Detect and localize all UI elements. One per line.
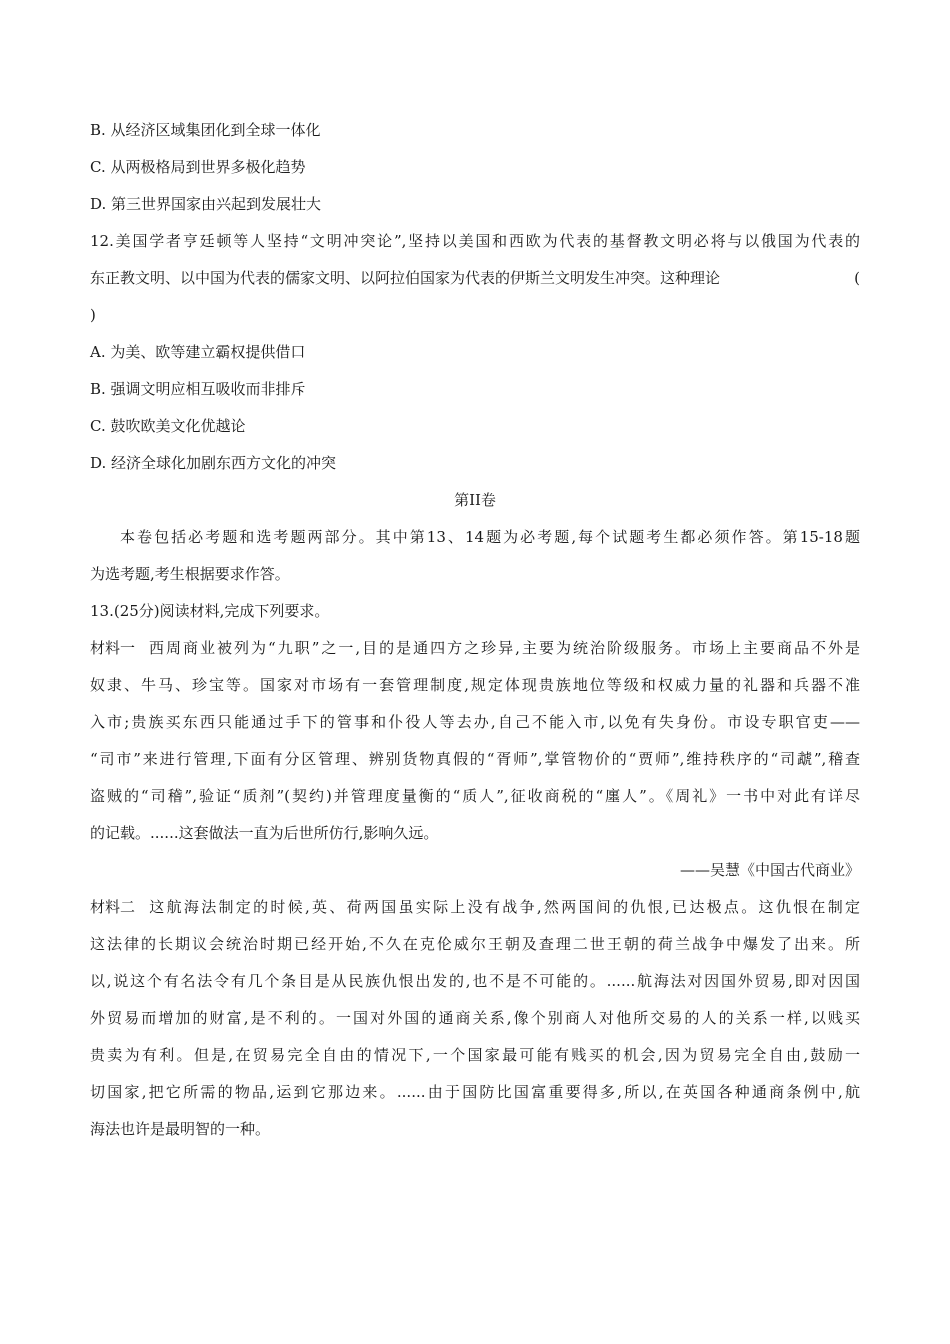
material-1-line: 盗贼的“司稽”,验证“质剂”(契约)并管理度量衡的“质人”,征收商税的“廛人”。《周礼》一书中对此有详尽 xyxy=(90,787,860,805)
material-1 xyxy=(90,638,860,897)
q12-option-d: D. 经济全球化加剧东西方文化的冲突 xyxy=(90,454,337,472)
material-2 xyxy=(90,897,860,1156)
material-2-line: 切国家,把它所需的物品,运到它那边来。......由于国防比国富重要得多,所以,在英国各种通商条例中,航 xyxy=(90,1083,860,1101)
question-12 xyxy=(90,231,860,490)
q11-option-d: D. 第三世界国家由兴起到发展壮大 xyxy=(90,195,322,213)
q12-option-a: A. 为美、欧等建立霸权提供借口 xyxy=(90,343,306,361)
q12-option-b: B. 强调文明应相互吸收而非排斥 xyxy=(90,380,306,398)
q11-options xyxy=(90,120,860,231)
exam-page xyxy=(90,120,860,1156)
material-2-line xyxy=(90,897,860,934)
q12-stem-line1: 12.美国学者亨廷顿等人坚持“文明冲突论”,坚持以美国和西欧为代表的基督教文明必将与以俄国为代表的 xyxy=(90,232,860,250)
q12-answer-bracket-close: ) xyxy=(90,306,96,324)
material-2-label: 材料二 xyxy=(90,898,136,916)
material-2-line: 外贸易而增加的财富,是不利的。一国对外国的通商关系,像个别商人对他所交易的人的关系一样,以贱买 xyxy=(90,1009,860,1027)
q12-stem-line2 xyxy=(90,268,860,305)
material-2-text: 这航海法制定的时候,英、荷两国虽实际上没有战争,然两国间的仇恨,已达极点。这仇恨在制定 xyxy=(147,898,860,916)
material-1-line: 的记载。......这套做法一直为后世所仿行,影响久远。 xyxy=(90,824,439,842)
material-2-line: 海法也许是最明智的一种。 xyxy=(90,1120,271,1138)
section-2 xyxy=(90,490,860,601)
material-2-line: 以,说这个有名法令有几个条目是从民族仇恨出发的,也不是不可能的。......航海法对因国外贸易,即对因国 xyxy=(90,972,860,990)
q12-option-c: C. 鼓吹欧美文化优越论 xyxy=(90,417,246,435)
material-1-label: 材料一 xyxy=(90,639,136,657)
material-2-line: 这法律的长期议会统治时期已经开始,不久在克伦威尔王朝及查理二世王朝的荷兰战争中爆发了出来。所 xyxy=(90,935,860,953)
section-2-intro-line1: 本卷包括必考题和选考题两部分。其中第13、14题为必考题,每个试题考生都必须作答。第15-18题 xyxy=(120,528,860,546)
material-1-line: “司市”来进行管理,下面有分区管理、辨别货物真假的“胥师”,掌管物价的“贾师”,维持秩序的“司虣”,稽查 xyxy=(90,750,860,768)
q11-option-c: C. 从两极格局到世界多极化趋势 xyxy=(90,158,306,176)
q12-stem-line2-text: 东正教文明、以中国为代表的儒家文明、以阿拉伯国家为代表的伊斯兰文明发生冲突。这种理论 xyxy=(90,269,721,287)
material-1-line: 奴隶、牛马、珍宝等。国家对市场有一套管理制度,规定体现贵族地位等级和权威力量的礼器和兵器不准 xyxy=(90,676,860,694)
material-1-source: ——吴慧《中国古代商业》 xyxy=(679,861,860,879)
q12-answer-bracket-open: ( xyxy=(854,269,860,287)
q13-header: 13.(25分)阅读材料,完成下列要求。 xyxy=(90,602,330,620)
section-2-title: 第II卷 xyxy=(454,491,496,509)
material-1-line xyxy=(90,638,860,675)
section-2-intro-line2: 为选考题,考生根据要求作答。 xyxy=(90,565,290,583)
q11-option-b: B. 从经济区域集团化到全球一体化 xyxy=(90,121,321,139)
material-1-line: 入市;贵族买东西只能通过手下的管事和仆役人等去办,自己不能入市,以免有失身份。市设专职官吏—— xyxy=(90,713,860,731)
material-2-line: 贵卖为有利。但是,在贸易完全自由的情况下,一个国家最可能有贱买的机会,因为贸易完全自由,鼓励一 xyxy=(90,1046,860,1064)
question-13 xyxy=(90,601,860,1156)
material-1-text: 西周商业被列为“九职”之一,目的是通四方之珍异,主要为统治阶级服务。市场上主要商品不外是 xyxy=(147,639,860,657)
